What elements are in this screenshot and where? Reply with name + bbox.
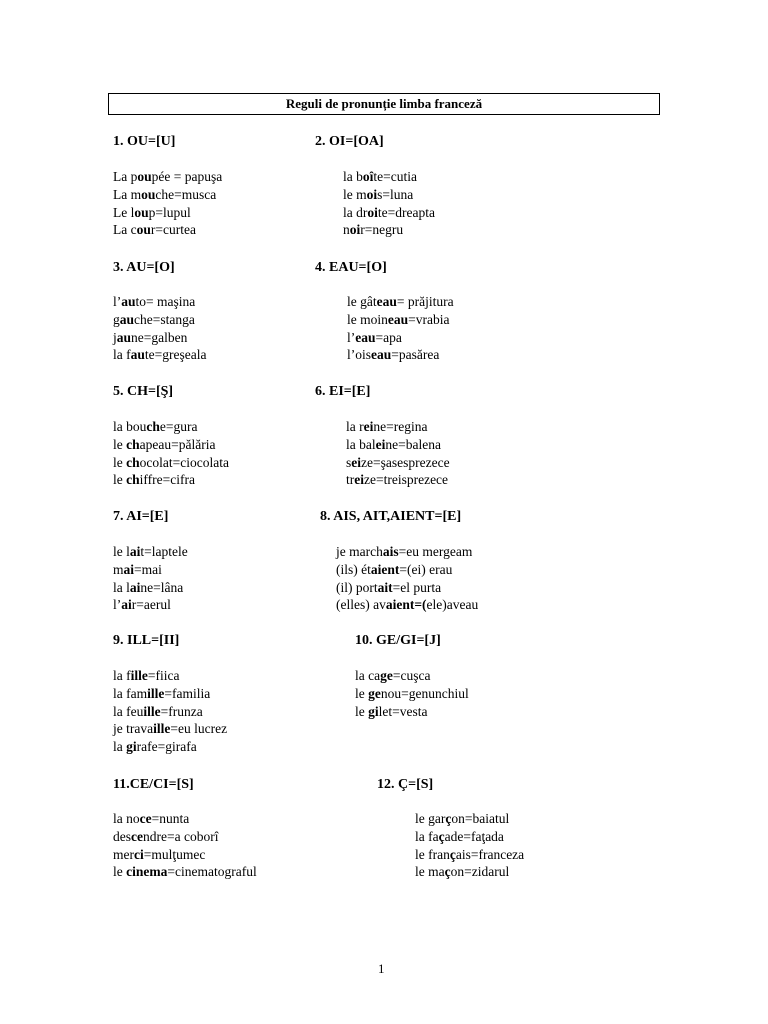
example-text: iffre=cifra (139, 472, 195, 488)
section-title: 4. EAU=[O] (315, 260, 387, 275)
example-text: le (355, 703, 369, 719)
highlighted-letters: au (121, 294, 136, 309)
example-text: r=aerul (131, 597, 171, 613)
example-text: le (113, 454, 127, 470)
example-text: la fam (113, 685, 148, 701)
example-text: tr (346, 472, 355, 488)
rule-example (113, 186, 216, 204)
example-text: che=musca (155, 186, 217, 202)
highlighted-letters: ai (129, 579, 141, 595)
example-text: =pasărea (391, 347, 440, 363)
example-text: =familia (164, 685, 211, 701)
highlighted-letters: ç (449, 846, 456, 862)
highlighted-letters: ai (123, 561, 135, 577)
highlighted-letters: cinema (126, 864, 168, 880)
example-text: le (113, 864, 127, 880)
highlighted-letters: ge (380, 668, 393, 683)
example-text: La c (113, 222, 137, 238)
rule-example (113, 863, 257, 881)
rule-example (113, 703, 203, 721)
example-text: des (113, 828, 131, 844)
rule-example (347, 293, 454, 311)
highlighted-letters: ille (147, 685, 165, 701)
example-text: le m (343, 186, 367, 202)
section-title: 3. AU=[O] (113, 260, 175, 275)
rule-example (336, 579, 441, 597)
example-text: (ils) ét (336, 561, 371, 577)
highlighted-letters: gi (126, 739, 137, 755)
highlighted-letters: ille (143, 703, 161, 719)
example-text: le l (113, 544, 130, 559)
highlighted-letters: gi (368, 703, 379, 719)
example-text: =eu lucrez (170, 721, 228, 737)
rule-example (113, 720, 227, 738)
example-text: let=vesta (378, 703, 428, 719)
example-text: la feu (113, 703, 144, 719)
example-text: ne=regina (373, 419, 428, 434)
example-text: ze=şasesprezece (361, 454, 450, 470)
highlighted-letters: ch (126, 436, 140, 452)
example-text: =cinematograful (167, 864, 257, 880)
example-text: ele)aveau (426, 597, 479, 613)
highlighted-letters: ai (129, 544, 141, 559)
rule-example (415, 863, 509, 881)
rule-example (346, 418, 427, 436)
rule-example (113, 828, 218, 846)
section-title: 9. ILL=[II] (113, 633, 180, 648)
section-title: 12. Ç=[S] (377, 777, 434, 792)
example-text: =cuşca (392, 668, 431, 683)
rule-example (113, 738, 197, 756)
highlighted-letters: ce (131, 828, 143, 844)
page-number: 1 (378, 961, 385, 976)
highlighted-letters: eau (355, 329, 376, 345)
example-text: la b (343, 169, 363, 184)
rule-example (355, 703, 428, 721)
highlighted-letters: oi (366, 186, 378, 202)
example-text: le gât (347, 294, 377, 309)
rule-example (113, 168, 222, 186)
rule-example (347, 346, 439, 364)
highlighted-letters: au (130, 347, 145, 363)
highlighted-letters: ai (121, 597, 132, 613)
section-title: 10. GE/GI=[J] (355, 633, 441, 648)
example-text: Le l (113, 204, 135, 220)
example-text: la ca (355, 668, 381, 683)
rule-example (343, 204, 435, 222)
example-text: le (355, 685, 369, 701)
example-text: la bou (113, 419, 147, 434)
section-title: 6. EI=[E] (315, 384, 371, 399)
rule-example (113, 329, 187, 347)
example-text: =nunta (151, 811, 190, 826)
example-text: ocolat=ciocolata (139, 454, 229, 470)
highlighted-letters: eau (376, 294, 397, 309)
example-text: =el purta (392, 579, 442, 595)
highlighted-letters: ei (363, 419, 374, 434)
example-text: r=curtea (150, 222, 196, 238)
example-text: ais=franceza (455, 846, 525, 862)
rule-example (113, 543, 188, 561)
example-text: ndre=a coborî (142, 828, 219, 844)
example-text: te=greşeala (144, 347, 207, 363)
highlighted-letters: oi (367, 204, 378, 220)
rule-example (347, 311, 449, 329)
rule-example (355, 667, 430, 685)
example-text: =(ei) erau (399, 561, 453, 577)
example-text: (elles) av (336, 597, 386, 613)
highlighted-letters: ille (153, 721, 171, 737)
rule-example (113, 311, 195, 329)
rule-example (113, 471, 195, 489)
example-text: la f (113, 347, 131, 363)
example-text: la fa (415, 828, 439, 844)
example-text: mer (113, 846, 134, 862)
rule-example (113, 810, 189, 828)
example-text: g (113, 311, 120, 327)
example-text: on=baiatul (451, 811, 510, 826)
example-text: (il) port (336, 579, 378, 595)
highlighted-letters: ch (146, 419, 160, 434)
example-text: la l (113, 579, 130, 595)
example-text: la r (346, 419, 364, 434)
rule-example (113, 579, 183, 597)
example-text: je trava (113, 721, 154, 737)
example-text: e=gura (159, 419, 198, 434)
example-text: =vrabia (408, 311, 450, 327)
rule-example (415, 828, 504, 846)
highlighted-letters: oi (349, 222, 361, 238)
highlighted-letters: ait (377, 579, 393, 595)
highlighted-letters: ç (438, 828, 445, 844)
example-text: ade=faţada (444, 828, 504, 844)
highlighted-letters: ç (444, 864, 451, 880)
example-text: le moin (347, 311, 388, 327)
rule-example (113, 346, 206, 364)
example-text: la f (113, 668, 131, 683)
rule-example (113, 293, 195, 311)
rule-example (113, 204, 191, 222)
rule-example (415, 846, 524, 864)
example-text: =mai (134, 561, 162, 577)
highlighted-letters: ce (139, 811, 152, 826)
example-text: =frunza (160, 703, 203, 719)
rule-example (113, 685, 210, 703)
example-text: = prăjitura (396, 294, 454, 309)
example-text: ne=balena (385, 436, 441, 452)
highlighted-letters: ch (126, 454, 140, 470)
example-text: l’ois (347, 347, 372, 363)
example-text: La m (113, 186, 142, 202)
section-title: 11.CE/CI=[S] (113, 777, 194, 792)
rule-example (415, 810, 509, 828)
example-text: je march (336, 544, 383, 559)
example-text: te=cutia (373, 169, 417, 184)
highlighted-letters: eau (387, 311, 409, 327)
rule-example (113, 667, 179, 685)
highlighted-letters: ei (351, 454, 362, 470)
example-text: =eu mergeam (398, 544, 473, 559)
example-text: =mulţumec (143, 846, 206, 862)
highlighted-letters: au (119, 311, 135, 327)
example-text: apeau=pălăria (139, 436, 216, 452)
rule-example (355, 685, 469, 703)
highlighted-letters: ille (130, 668, 148, 683)
example-text: l’ (113, 294, 122, 309)
rule-example (343, 221, 403, 239)
highlighted-letters: ci (134, 846, 144, 862)
example-text: s=luna (377, 186, 414, 202)
section-title: 8. AIS, AIT,AIENT=[E] (320, 509, 462, 524)
rule-example (346, 454, 450, 472)
section-title: 2. OI=[OA] (315, 134, 384, 149)
example-text: che=stanga (134, 311, 195, 327)
rule-example (113, 418, 197, 436)
example-text: n (343, 222, 350, 238)
example-text: le (113, 472, 127, 488)
highlighted-letters: ei (375, 436, 386, 452)
rule-example (346, 436, 441, 454)
rule-example (336, 561, 452, 579)
example-text: la (113, 739, 127, 755)
rule-example (113, 846, 205, 864)
example-text: nou=genunchiul (380, 685, 469, 701)
example-text: m (113, 561, 124, 577)
rule-example (113, 221, 196, 239)
example-text: le fran (415, 846, 450, 862)
rule-example (336, 596, 478, 614)
highlighted-letters: ou (141, 186, 156, 202)
highlighted-letters: ch (126, 472, 140, 488)
example-text: l’ (347, 329, 356, 345)
highlighted-letters: ç (445, 811, 452, 826)
highlighted-letters: oî (362, 169, 374, 184)
example-text: le (113, 436, 127, 452)
example-text: t=laptele (140, 544, 188, 559)
example-text: on=zidarul (450, 864, 510, 880)
document-title: Reguli de pronunție limba franceză (108, 93, 660, 115)
example-text: =fiica (147, 668, 180, 683)
example-text: te=dreapta (377, 204, 435, 220)
section-title: 7. AI=[E] (113, 509, 169, 524)
example-text: p=lupul (148, 204, 191, 220)
example-text: le gar (415, 811, 446, 826)
example-text: le ma (415, 864, 445, 880)
highlighted-letters: au (116, 329, 132, 345)
example-text: to= maşina (135, 294, 196, 309)
rule-example (347, 329, 402, 347)
example-text: ze=treisprezece (364, 472, 449, 488)
rule-example (113, 596, 171, 614)
rule-example (113, 454, 229, 472)
example-text: =apa (375, 329, 402, 345)
highlighted-letters: ais (382, 544, 399, 559)
section-title: 5. CH=[Ş] (113, 384, 174, 399)
rule-example (343, 186, 413, 204)
example-text: l’ (113, 597, 122, 613)
highlighted-letters: ou (137, 169, 152, 184)
example-text: la bal (346, 436, 376, 452)
example-text: rafe=girafa (136, 739, 197, 755)
example-text: j (113, 329, 117, 345)
rule-example (336, 543, 472, 561)
rule-example (113, 436, 215, 454)
highlighted-letters: aient (370, 561, 400, 577)
example-text: ne=lâna (140, 579, 184, 595)
example-text: la no (113, 811, 140, 826)
example-text: s (346, 454, 352, 470)
example-text: r=negru (360, 222, 404, 238)
example-text: La p (113, 169, 138, 184)
highlighted-letters: ei (354, 472, 364, 488)
highlighted-letters: eau (371, 347, 392, 363)
section-title: 1. OU=[U] (113, 134, 176, 149)
highlighted-letters: ou (134, 204, 149, 220)
example-text: la dr (343, 204, 368, 220)
rule-example (343, 168, 417, 186)
highlighted-letters: ge (368, 685, 381, 701)
rule-example (113, 561, 162, 579)
example-text: pée = papuşa (151, 169, 223, 184)
highlighted-letters: aient=( (385, 597, 427, 613)
rule-example (346, 471, 448, 489)
highlighted-letters: ou (136, 222, 151, 238)
example-text: ne=galben (131, 329, 188, 345)
